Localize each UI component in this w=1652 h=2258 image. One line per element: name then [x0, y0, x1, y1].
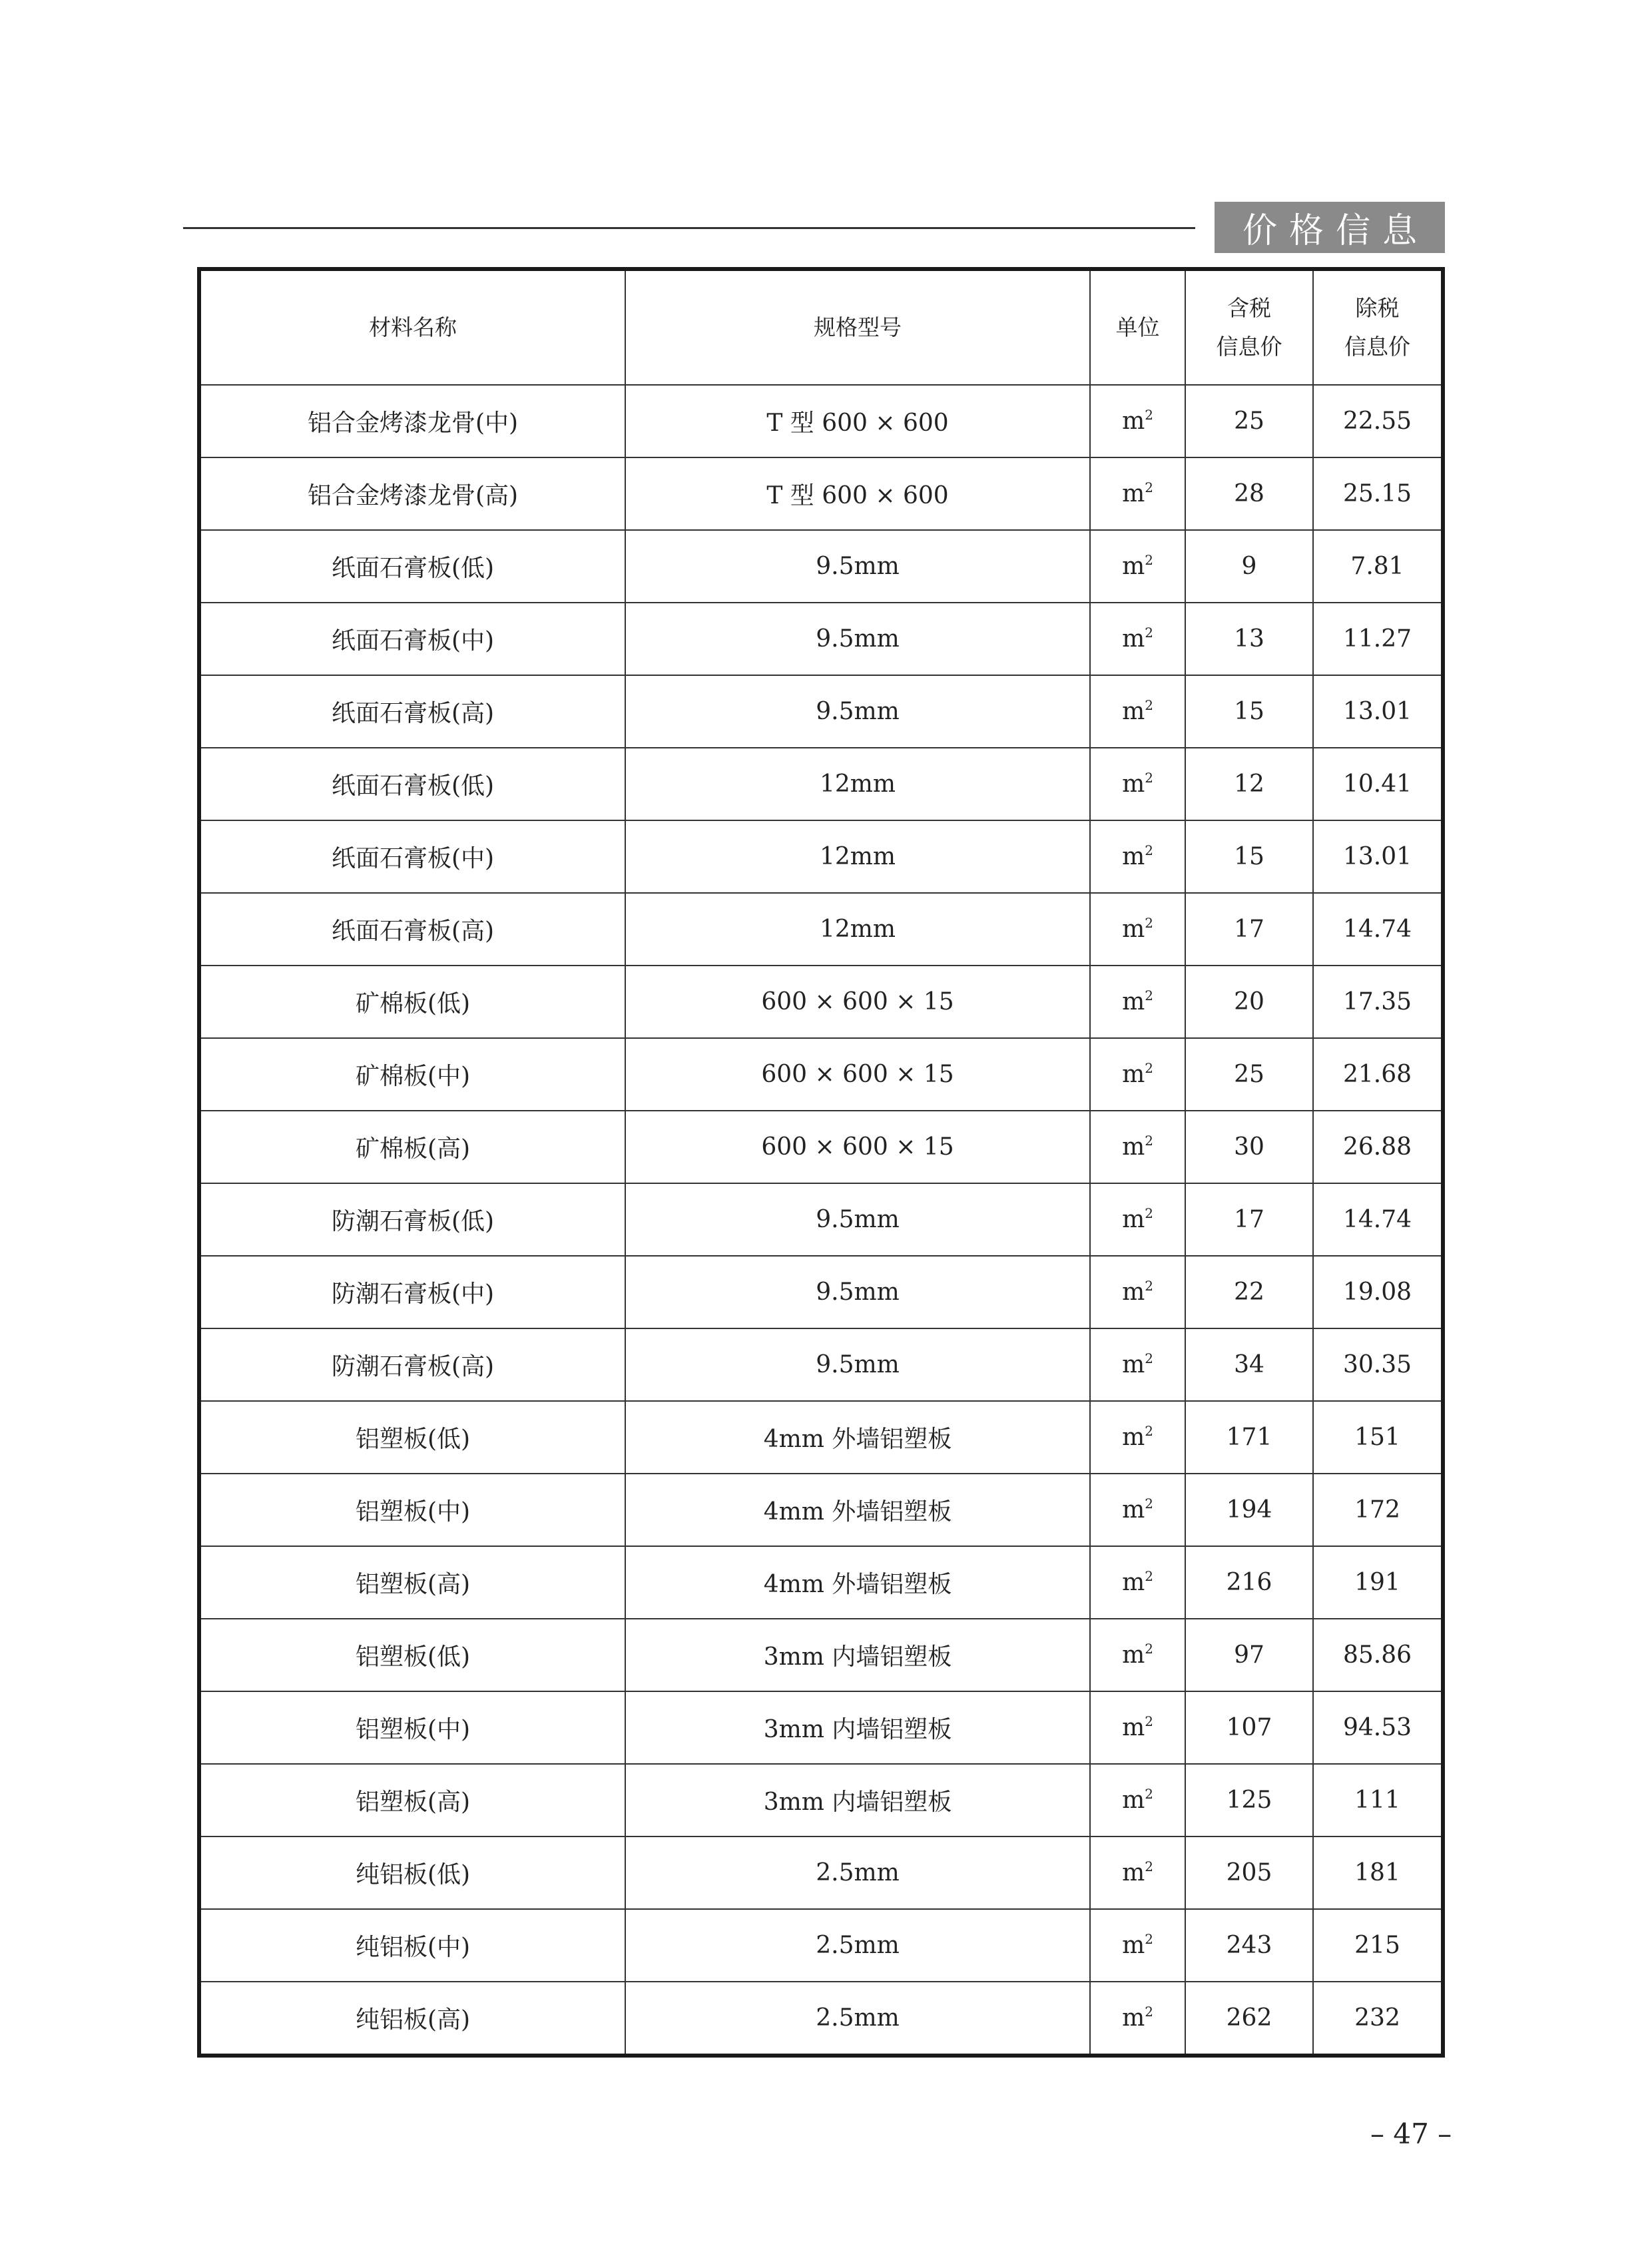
cell-material-name: 防潮石膏板(高)	[199, 1328, 625, 1401]
unit-exponent: 2	[1145, 988, 1153, 1003]
cell-spec: 4mm 外墙铝塑板	[625, 1546, 1090, 1619]
cell-price-with-tax: 22	[1185, 1256, 1313, 1328]
unit-exponent: 2	[1145, 552, 1153, 568]
cell-price-without-tax: 151	[1313, 1401, 1443, 1474]
cell-price-without-tax: 19.08	[1313, 1256, 1443, 1328]
cell-spec: 4mm 外墙铝塑板	[625, 1401, 1090, 1474]
cell-price-without-tax: 10.41	[1313, 748, 1443, 820]
table-row	[199, 748, 1443, 820]
unit-exponent: 2	[1145, 770, 1153, 786]
cell-unit	[1090, 893, 1185, 966]
unit-exponent: 2	[1145, 479, 1153, 495]
cell-price-with-tax: 12	[1185, 748, 1313, 820]
unit-exponent: 2	[1145, 407, 1153, 423]
cell-price-with-tax: 97	[1185, 1619, 1313, 1691]
cell-price-without-tax: 17.35	[1313, 966, 1443, 1038]
column-header-price-with-tax	[1185, 269, 1313, 385]
cell-spec: 9.5mm	[625, 1183, 1090, 1256]
unit-exponent: 2	[1145, 1205, 1153, 1221]
cell-unit	[1090, 1401, 1185, 1474]
cell-price-without-tax: 14.74	[1313, 893, 1443, 966]
table-row	[199, 1982, 1443, 2056]
cell-material-name: 铝合金烤漆龙骨(高)	[199, 457, 625, 530]
cell-spec: T 型 600 × 600	[625, 457, 1090, 530]
cell-price-without-tax: 11.27	[1313, 603, 1443, 675]
cell-material-name: 铝塑板(高)	[199, 1764, 625, 1836]
table-body	[199, 385, 1443, 2056]
cell-price-with-tax: 25	[1185, 385, 1313, 457]
cell-price-with-tax: 125	[1185, 1764, 1313, 1836]
cell-unit	[1090, 530, 1185, 603]
cell-material-name: 纸面石膏板(高)	[199, 675, 625, 748]
header-rule	[183, 227, 1195, 229]
cell-spec: 9.5mm	[625, 603, 1090, 675]
cell-price-with-tax: 30	[1185, 1111, 1313, 1183]
cell-spec: 2.5mm	[625, 1982, 1090, 2056]
cell-price-without-tax: 30.35	[1313, 1328, 1443, 1401]
cell-unit	[1090, 1474, 1185, 1546]
cell-spec: 12mm	[625, 748, 1090, 820]
cell-price-without-tax: 14.74	[1313, 1183, 1443, 1256]
unit-base: m	[1122, 1569, 1145, 1596]
cell-spec: 600 × 600 × 15	[625, 966, 1090, 1038]
unit-base: m	[1122, 480, 1145, 507]
cell-spec: 12mm	[625, 820, 1090, 893]
unit-base: m	[1122, 1496, 1145, 1524]
cell-price-with-tax: 25	[1185, 1038, 1313, 1111]
table-row	[199, 1256, 1443, 1328]
cell-price-with-tax: 205	[1185, 1836, 1313, 1909]
column-header-unit: 单位	[1090, 269, 1185, 385]
cell-material-name: 铝塑板(高)	[199, 1546, 625, 1619]
column-header-name: 材料名称	[199, 269, 625, 385]
cell-spec: 9.5mm	[625, 1328, 1090, 1401]
cell-material-name: 纯铝板(高)	[199, 1982, 625, 2056]
unit-exponent: 2	[1145, 1496, 1153, 1512]
table-row	[199, 1183, 1443, 1256]
cell-price-without-tax: 7.81	[1313, 530, 1443, 603]
unit-base: m	[1122, 1424, 1145, 1451]
cell-price-without-tax: 21.68	[1313, 1038, 1443, 1111]
cell-price-with-tax: 107	[1185, 1691, 1313, 1764]
unit-base: m	[1122, 2004, 1145, 2032]
table-row	[199, 1111, 1443, 1183]
cell-spec: 3mm 内墙铝塑板	[625, 1619, 1090, 1691]
table-header-row	[199, 269, 1443, 385]
column-header-price-with-tax-line1: 含税	[1227, 295, 1271, 321]
unit-exponent: 2	[1145, 1278, 1153, 1294]
unit-base: m	[1122, 1351, 1145, 1378]
unit-base: m	[1122, 553, 1145, 580]
unit-exponent: 2	[1145, 1350, 1153, 1366]
table-row	[199, 893, 1443, 966]
cell-spec: 2.5mm	[625, 1909, 1090, 1982]
cell-unit	[1090, 1256, 1185, 1328]
cell-unit	[1090, 1982, 1185, 2056]
cell-material-name: 纸面石膏板(中)	[199, 603, 625, 675]
cell-material-name: 矿棉板(中)	[199, 1038, 625, 1111]
cell-price-with-tax: 17	[1185, 1183, 1313, 1256]
cell-price-without-tax: 13.01	[1313, 675, 1443, 748]
cell-spec: 9.5mm	[625, 530, 1090, 603]
cell-unit	[1090, 1619, 1185, 1691]
table-row	[199, 1909, 1443, 1982]
unit-exponent: 2	[1145, 915, 1153, 931]
cell-material-name: 防潮石膏板(低)	[199, 1183, 625, 1256]
cell-unit	[1090, 1328, 1185, 1401]
cell-price-with-tax: 9	[1185, 530, 1313, 603]
cell-spec: 3mm 内墙铝塑板	[625, 1691, 1090, 1764]
cell-unit	[1090, 1836, 1185, 1909]
unit-base: m	[1122, 1714, 1145, 1741]
cell-material-name: 纸面石膏板(中)	[199, 820, 625, 893]
cell-spec: T 型 600 × 600	[625, 385, 1090, 457]
cell-price-without-tax: 172	[1313, 1474, 1443, 1546]
column-header-price-with-tax-line2: 信息价	[1216, 334, 1282, 360]
table-row	[199, 966, 1443, 1038]
unit-exponent: 2	[1145, 1133, 1153, 1149]
price-table	[197, 267, 1445, 2058]
column-header-price-without-tax	[1313, 269, 1443, 385]
cell-price-without-tax: 191	[1313, 1546, 1443, 1619]
cell-price-without-tax: 111	[1313, 1764, 1443, 1836]
cell-price-with-tax: 17	[1185, 893, 1313, 966]
cell-price-without-tax: 25.15	[1313, 457, 1443, 530]
unit-base: m	[1122, 1278, 1145, 1306]
unit-base: m	[1122, 1641, 1145, 1669]
unit-base: m	[1122, 988, 1145, 1015]
cell-price-without-tax: 215	[1313, 1909, 1443, 1982]
table-row	[199, 675, 1443, 748]
cell-spec: 4mm 外墙铝塑板	[625, 1474, 1090, 1546]
unit-exponent: 2	[1145, 697, 1153, 713]
unit-base: m	[1122, 1787, 1145, 1814]
page-number: – 47 –	[1370, 2117, 1452, 2150]
cell-unit	[1090, 603, 1185, 675]
cell-price-without-tax: 13.01	[1313, 820, 1443, 893]
cell-price-with-tax: 216	[1185, 1546, 1313, 1619]
cell-unit	[1090, 1038, 1185, 1111]
table-row	[199, 820, 1443, 893]
unit-exponent: 2	[1145, 1568, 1153, 1584]
column-header-price-without-tax-line2: 信息价	[1344, 334, 1410, 360]
column-header-spec: 规格型号	[625, 269, 1090, 385]
cell-unit	[1090, 1546, 1185, 1619]
cell-material-name: 纯铝板(低)	[199, 1836, 625, 1909]
cell-price-with-tax: 20	[1185, 966, 1313, 1038]
table-row	[199, 457, 1443, 530]
cell-material-name: 矿棉板(低)	[199, 966, 625, 1038]
cell-unit	[1090, 385, 1185, 457]
table-row	[199, 1546, 1443, 1619]
cell-unit	[1090, 748, 1185, 820]
unit-base: m	[1122, 1859, 1145, 1886]
cell-unit	[1090, 1909, 1185, 1982]
cell-price-with-tax: 262	[1185, 1982, 1313, 2056]
cell-price-without-tax: 232	[1313, 1982, 1443, 2056]
cell-material-name: 矿棉板(高)	[199, 1111, 625, 1183]
unit-base: m	[1122, 916, 1145, 943]
cell-price-with-tax: 15	[1185, 675, 1313, 748]
cell-price-without-tax: 181	[1313, 1836, 1443, 1909]
cell-unit	[1090, 1183, 1185, 1256]
unit-exponent: 2	[1145, 842, 1153, 858]
cell-spec: 600 × 600 × 15	[625, 1111, 1090, 1183]
cell-material-name: 纯铝板(中)	[199, 1909, 625, 1982]
cell-material-name: 铝塑板(低)	[199, 1401, 625, 1474]
cell-price-without-tax: 26.88	[1313, 1111, 1443, 1183]
table-row	[199, 1619, 1443, 1691]
cell-material-name: 防潮石膏板(中)	[199, 1256, 625, 1328]
unit-exponent: 2	[1145, 1060, 1153, 1076]
cell-price-with-tax: 28	[1185, 457, 1313, 530]
cell-material-name: 铝塑板(中)	[199, 1474, 625, 1546]
table-row	[199, 603, 1443, 675]
cell-unit	[1090, 457, 1185, 530]
column-header-price-without-tax-line1: 除税	[1355, 295, 1400, 321]
table-row	[199, 1836, 1443, 1909]
cell-unit	[1090, 675, 1185, 748]
cell-price-with-tax: 171	[1185, 1401, 1313, 1474]
cell-spec: 9.5mm	[625, 675, 1090, 748]
unit-base: m	[1122, 1061, 1145, 1088]
table-row	[199, 1691, 1443, 1764]
cell-price-with-tax: 194	[1185, 1474, 1313, 1546]
cell-spec: 3mm 内墙铝塑板	[625, 1764, 1090, 1836]
table-row	[199, 1328, 1443, 1401]
cell-material-name: 铝塑板(中)	[199, 1691, 625, 1764]
cell-material-name: 铝合金烤漆龙骨(中)	[199, 385, 625, 457]
unit-base: m	[1122, 1206, 1145, 1233]
unit-exponent: 2	[1145, 1858, 1153, 1874]
cell-price-with-tax: 15	[1185, 820, 1313, 893]
unit-base: m	[1122, 770, 1145, 798]
cell-spec: 12mm	[625, 893, 1090, 966]
cell-spec: 9.5mm	[625, 1256, 1090, 1328]
unit-exponent: 2	[1145, 625, 1153, 641]
cell-material-name: 纸面石膏板(低)	[199, 748, 625, 820]
cell-unit	[1090, 1111, 1185, 1183]
table-row	[199, 530, 1443, 603]
table-row	[199, 1401, 1443, 1474]
cell-spec: 2.5mm	[625, 1836, 1090, 1909]
table-row	[199, 1474, 1443, 1546]
unit-base: m	[1122, 843, 1145, 870]
cell-unit	[1090, 1764, 1185, 1836]
unit-exponent: 2	[1145, 1713, 1153, 1729]
unit-base: m	[1122, 1932, 1145, 1959]
cell-unit	[1090, 1691, 1185, 1764]
unit-exponent: 2	[1145, 1786, 1153, 1802]
unit-base: m	[1122, 625, 1145, 653]
table-row	[199, 385, 1443, 457]
cell-material-name: 纸面石膏板(低)	[199, 530, 625, 603]
cell-material-name: 铝塑板(低)	[199, 1619, 625, 1691]
cell-price-with-tax: 34	[1185, 1328, 1313, 1401]
unit-base: m	[1122, 1133, 1145, 1161]
cell-spec: 600 × 600 × 15	[625, 1038, 1090, 1111]
section-title-badge: 价格信息	[1215, 202, 1445, 253]
cell-unit	[1090, 820, 1185, 893]
cell-price-without-tax: 94.53	[1313, 1691, 1443, 1764]
unit-exponent: 2	[1145, 1423, 1153, 1439]
unit-exponent: 2	[1145, 1641, 1153, 1657]
cell-price-without-tax: 22.55	[1313, 385, 1443, 457]
unit-base: m	[1122, 698, 1145, 725]
cell-unit	[1090, 966, 1185, 1038]
unit-base: m	[1122, 408, 1145, 435]
table-row	[199, 1764, 1443, 1836]
table-row	[199, 1038, 1443, 1111]
cell-price-with-tax: 13	[1185, 603, 1313, 675]
cell-price-without-tax: 85.86	[1313, 1619, 1443, 1691]
unit-exponent: 2	[1145, 2004, 1153, 2020]
cell-price-with-tax: 243	[1185, 1909, 1313, 1982]
unit-exponent: 2	[1145, 1931, 1153, 1947]
cell-material-name: 纸面石膏板(高)	[199, 893, 625, 966]
